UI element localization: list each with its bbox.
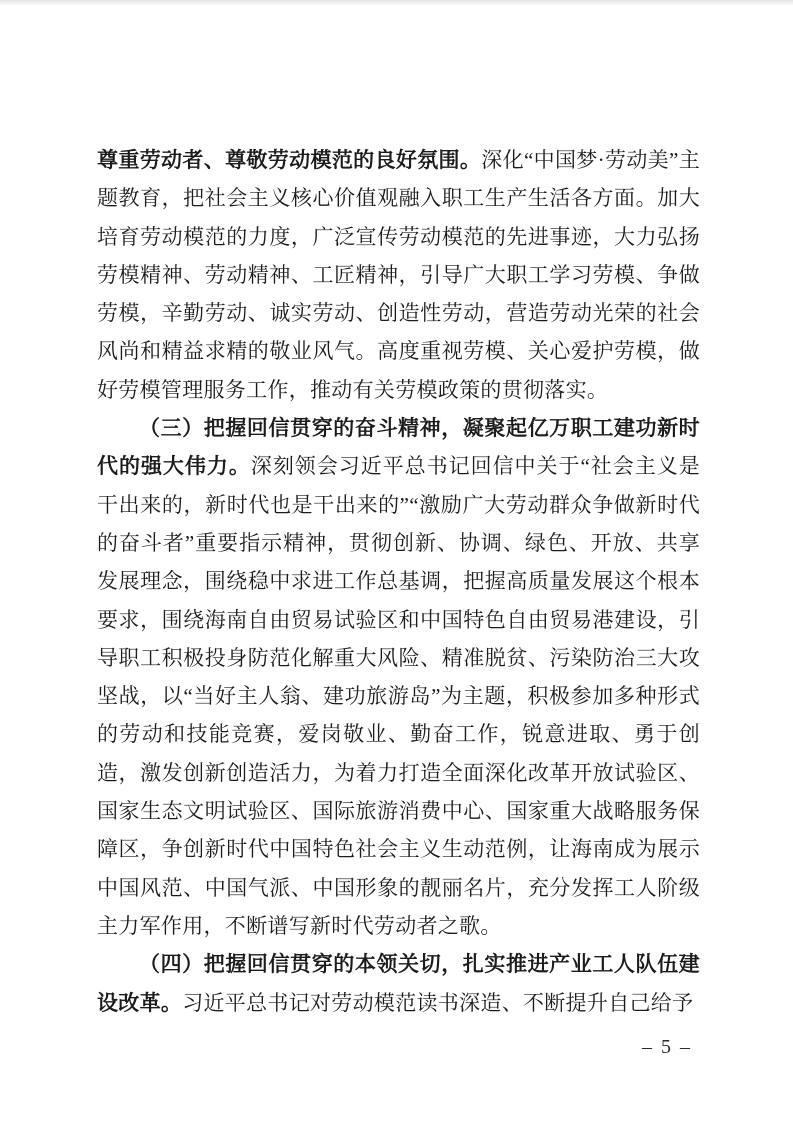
- paragraph-continuation: [97, 141, 700, 409]
- paragraph-lead-bold: 尊重劳动者、尊敬劳动模范的良好氛围。: [97, 148, 482, 172]
- paragraph-lead-bold: （四）把握回信贯穿的本领关切，扎实推进产业工人队伍建设改革。: [97, 952, 700, 1015]
- paragraph-section-four: [97, 945, 700, 1022]
- paragraph-lead-bold: （三）把握回信贯穿的奋斗精神，凝聚起亿万职工建功新时代的强大伟力。: [97, 416, 700, 479]
- paragraph-section-three: [97, 409, 700, 945]
- page-number: – 5 –: [642, 1036, 692, 1058]
- paragraph-text: 深化“中国梦·劳动美”主题教育，把社会主义核心价值观融入职工生产生活各方面。加大培育劳动模范的力度，广泛宣传劳动模范的先进事迹，大力弘扬劳模精神、劳动精神、工匠精神，引导广大职工学习劳模、争做劳模，辛勤劳动、诚实劳动、创造性劳动，营造劳动光荣的社会风尚和精益求精的敬业风气。高度重视劳模、关心爱护劳模，做好劳模管理服务工作，推动有关劳模政策的贯彻落实。: [97, 148, 700, 402]
- paragraph-text: 习近平总书记对劳动模范读书深造、不断提升自己给予: [182, 990, 694, 1015]
- document-body: [97, 141, 700, 1022]
- scan-artifact-top-edge: [0, 0, 793, 6]
- paragraph-text: 深刻领会习近平总书记回信中关于“社会主义是干出来的，新时代也是干出来的”“激励广大劳动群众争做新时代的奋斗者”重要指示精神，贯彻创新、协调、绿色、开放、共享发展理念，围绕稳中求进工作总基调，把握高质量发展这个根本要求，围绕海南自由贸易试验区和中国特色自由贸易港建设，引导职工积极投身防范化解重大风险、精准脱贫、污染防治三大攻坚战，以“当好主人翁、建功旅游岛”为主题，积极参加多种形式的劳动和技能竞赛，爱岗敬业、勤奋工作，锐意进取、勇于创造，激发创新创造活力，为着力打造全面深化改革开放试验区、国家生态文明试验区、国际旅游消费中心、国家重大战略服务保障区，争创新时代中国特色社会主义生动范例，让海南成为展示中国风范、中国气派、中国形象的靓丽名片，充分发挥工人阶级主力军作用，不断谱写新时代劳动者之歌。: [97, 454, 700, 938]
